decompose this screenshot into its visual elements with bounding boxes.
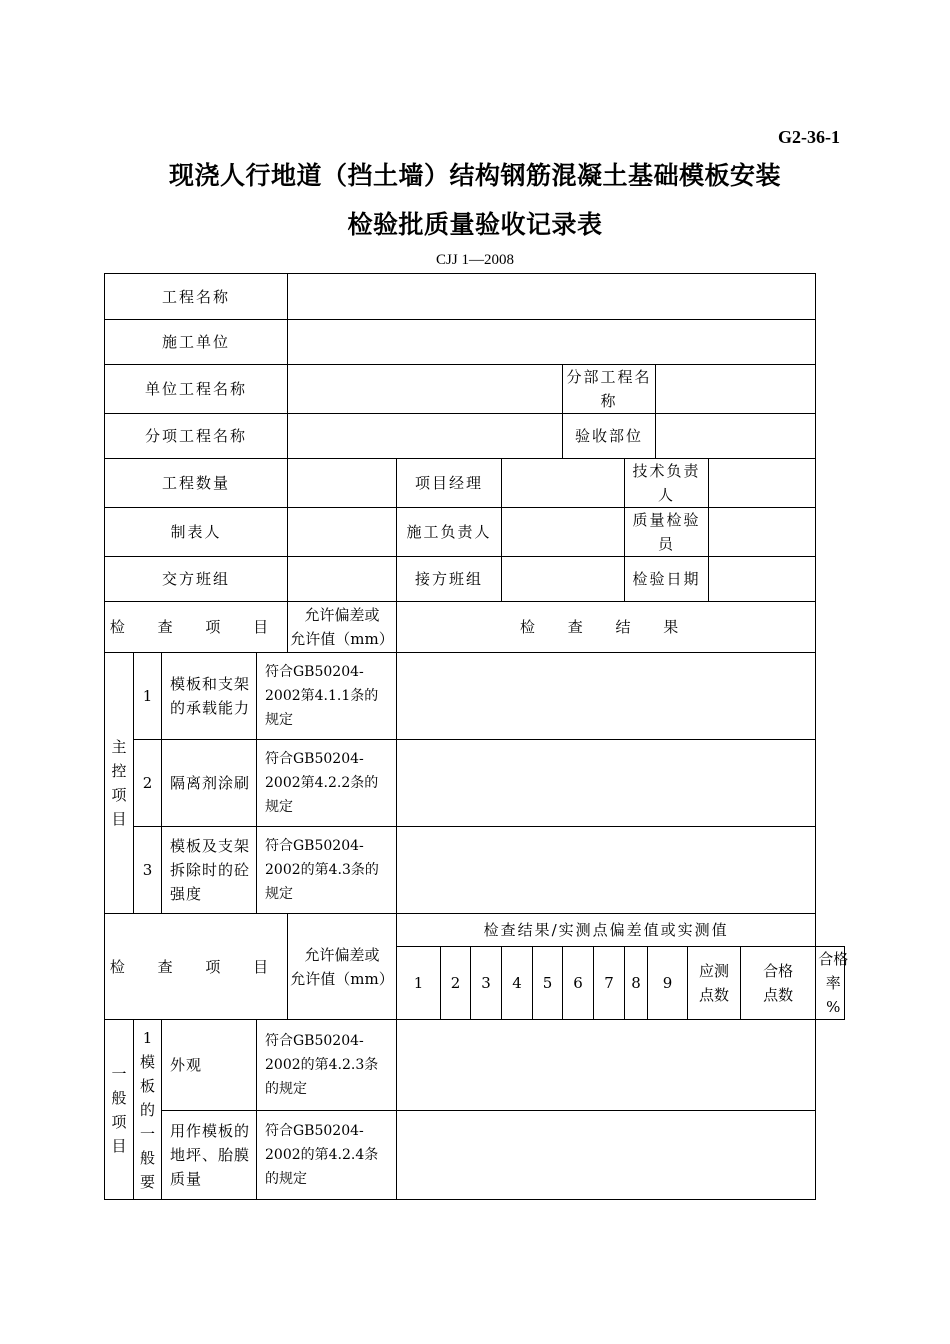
general-subgroup xyxy=(134,1020,162,1200)
group-main-control xyxy=(105,653,134,914)
general-subgroup-label: 1模板的一般要 xyxy=(139,1028,155,1191)
main-row-1-item: 模板和支架的承载能力 xyxy=(162,653,257,740)
field-project-name[interactable] xyxy=(288,274,816,320)
header-pass-points xyxy=(741,947,816,1020)
label-acceptance-part: 验收部位 xyxy=(563,414,656,459)
field-quality-inspector[interactable] xyxy=(709,508,816,557)
label-item-project-name: 分项工程名称 xyxy=(105,414,288,459)
label-unit-project-name: 单位工程名称 xyxy=(105,365,288,414)
general-header-tolerance-line1: 允许偏差或 xyxy=(304,945,380,964)
field-technical-lead[interactable] xyxy=(709,459,816,508)
label-sub-project-name: 分部工程名称 xyxy=(563,365,656,414)
general-header-tolerance-line2: 允许值（mm） xyxy=(290,969,394,988)
standard-code: CJJ 1—2008 xyxy=(436,252,514,268)
main-row-2-item: 隔离剂涂刷 xyxy=(162,740,257,827)
point-col-4: 4 xyxy=(502,947,533,1020)
general-row-2-item: 用作模板的地坪、胎膜质量 xyxy=(162,1111,257,1200)
header-tolerance-line2: 允许值（mm） xyxy=(290,630,394,648)
general-row-1-result[interactable] xyxy=(397,1020,816,1111)
point-col-1: 1 xyxy=(397,947,441,1020)
title-line-1: 现浇人行地道（挡土墙）结构钢筋混凝土基础模板安装 xyxy=(168,161,781,190)
label-quantity: 工程数量 xyxy=(105,459,288,508)
field-acceptance-part[interactable] xyxy=(656,414,816,459)
field-inspection-date[interactable] xyxy=(709,557,816,602)
header-tolerance-line1: 允许偏差或 xyxy=(304,606,380,624)
header-pass-rate-label: 合格率 % xyxy=(818,950,849,1016)
main-row-2-no: 2 xyxy=(134,740,162,827)
label-handover-team: 交方班组 xyxy=(105,557,288,602)
field-receiving-team[interactable] xyxy=(502,557,625,602)
point-col-9: 9 xyxy=(648,947,688,1020)
header-check-result: 检 查 结 果 xyxy=(397,602,816,653)
general-row-1-spec: 符合GB50204-2002的第4.2.3条的规定 xyxy=(257,1020,397,1111)
field-project-manager[interactable] xyxy=(502,459,625,508)
label-project-name: 工程名称 xyxy=(105,274,288,320)
point-col-3: 3 xyxy=(471,947,502,1020)
main-row-3-spec: 符合GB50204-2002的第4.3条的规定 xyxy=(257,827,397,914)
label-quality-inspector: 质量检验员 xyxy=(625,508,709,557)
field-construction-lead[interactable] xyxy=(502,508,625,557)
point-col-2: 2 xyxy=(441,947,471,1020)
group-main-control-label: 主控项目 xyxy=(111,738,127,828)
label-tabulator: 制表人 xyxy=(105,508,288,557)
main-row-2-spec: 符合GB50204-2002第4.2.2条的规定 xyxy=(257,740,397,827)
point-col-8: 8 xyxy=(625,947,648,1020)
general-row-2-result[interactable] xyxy=(397,1111,816,1200)
label-receiving-team: 接方班组 xyxy=(397,557,502,602)
header-should-measure xyxy=(688,947,741,1020)
main-row-3-item: 模板及支架拆除时的砼强度 xyxy=(162,827,257,914)
field-unit-project-name[interactable] xyxy=(288,365,563,414)
general-row-1-item: 外观 xyxy=(162,1020,257,1111)
inspection-form xyxy=(104,273,849,1200)
main-row-3-no: 3 xyxy=(134,827,162,914)
point-col-5: 5 xyxy=(533,947,563,1020)
form-code: G2-36-1 xyxy=(778,127,840,147)
label-construction-lead: 施工负责人 xyxy=(397,508,502,557)
title-line-2: 检验批质量验收记录表 xyxy=(347,210,603,239)
general-header-check-items: 检 查 项 目 xyxy=(105,914,288,1020)
point-col-7: 7 xyxy=(594,947,625,1020)
field-construction-unit[interactable] xyxy=(288,320,816,365)
point-col-6: 6 xyxy=(563,947,594,1020)
general-header-tolerance xyxy=(288,914,397,1020)
label-project-manager: 项目经理 xyxy=(397,459,502,508)
general-row-2-spec: 符合GB50204-2002的第4.2.4条的规定 xyxy=(257,1111,397,1200)
field-tabulator[interactable] xyxy=(288,508,397,557)
header-check-items: 检 查 项 目 xyxy=(105,602,288,653)
main-row-1-result[interactable] xyxy=(397,653,816,740)
label-construction-unit: 施工单位 xyxy=(105,320,288,365)
field-handover-team[interactable] xyxy=(288,557,397,602)
header-tolerance xyxy=(288,602,397,653)
main-row-1-spec: 符合GB50204-2002第4.1.1条的规定 xyxy=(257,653,397,740)
field-item-project-name[interactable] xyxy=(288,414,563,459)
field-sub-project-name[interactable] xyxy=(656,365,816,414)
main-row-3-result[interactable] xyxy=(397,827,816,914)
header-pass-rate xyxy=(816,947,849,1020)
label-technical-lead: 技术负责人 xyxy=(625,459,709,508)
label-inspection-date: 检验日期 xyxy=(625,557,709,602)
field-quantity[interactable] xyxy=(288,459,397,508)
main-row-2-result[interactable] xyxy=(397,740,816,827)
general-header-result-title: 检查结果/实测点偏差值或实测值 xyxy=(397,914,816,947)
main-row-1-no: 1 xyxy=(134,653,162,740)
header-should-measure-label: 应测点数 xyxy=(699,962,730,1004)
group-general xyxy=(105,1020,134,1200)
header-pass-points-label: 合格点数 xyxy=(763,962,794,1004)
group-general-label: 一般项目 xyxy=(111,1064,127,1155)
